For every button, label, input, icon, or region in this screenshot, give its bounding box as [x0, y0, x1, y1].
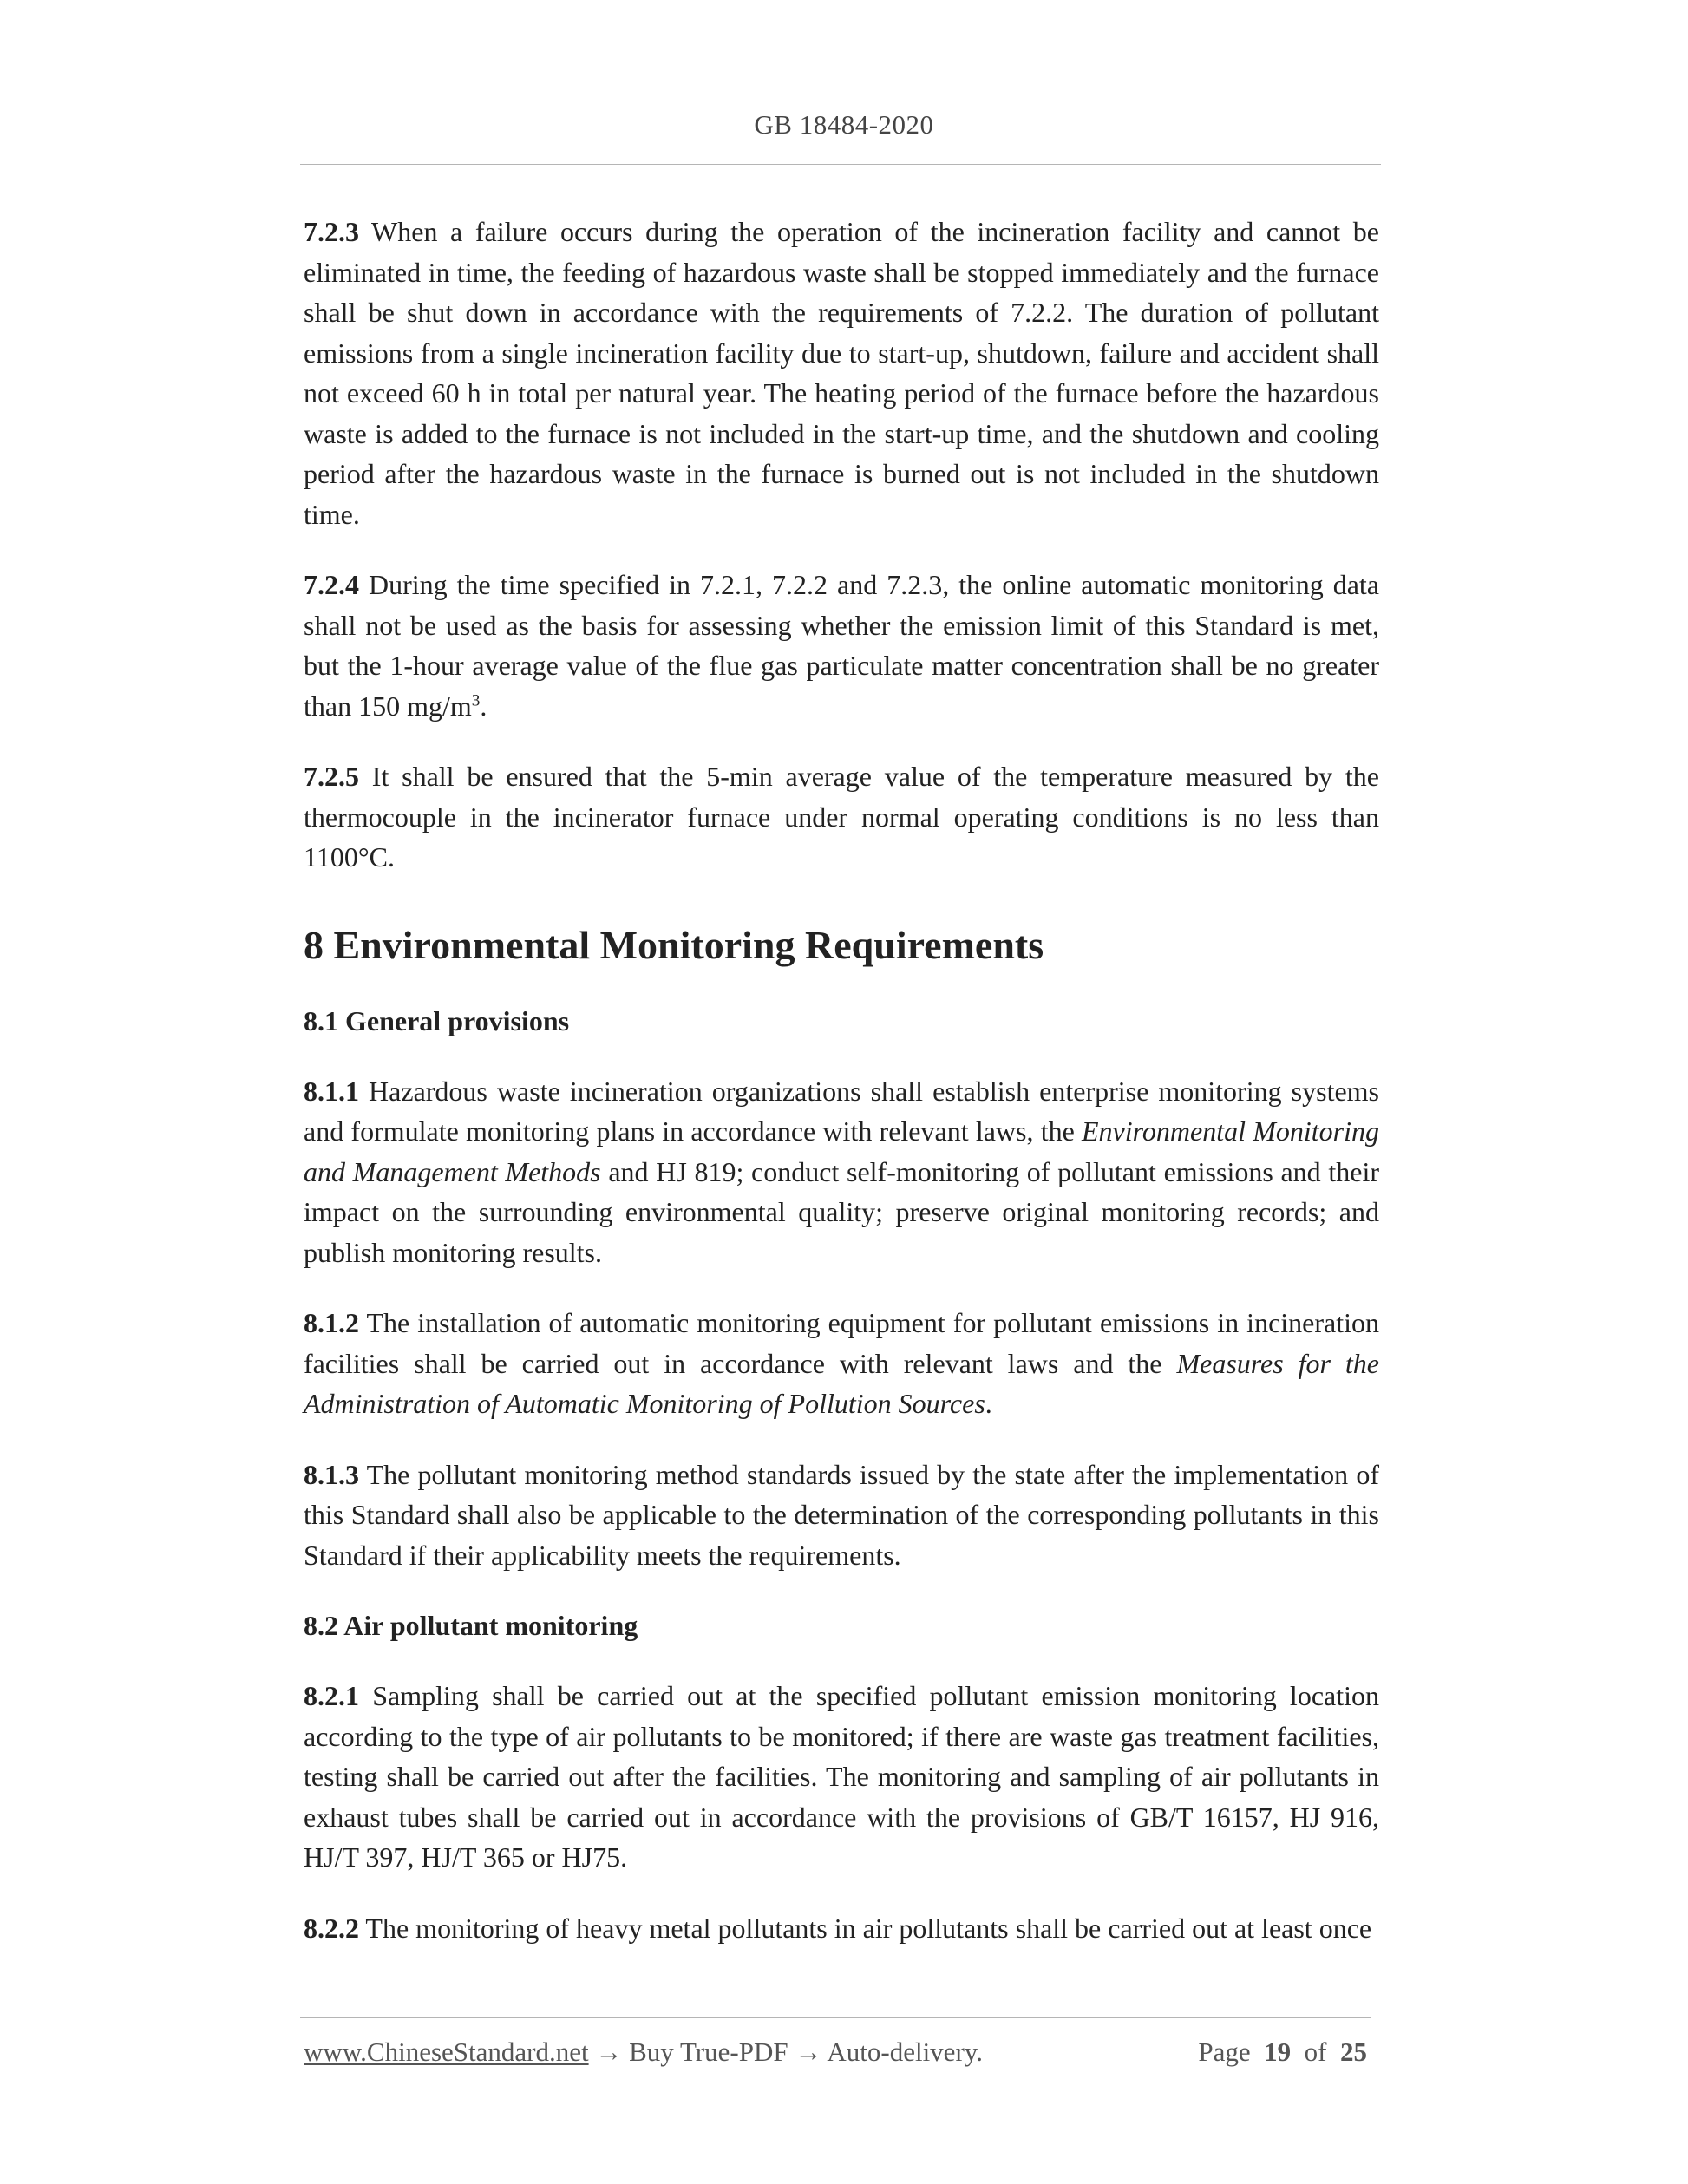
clause-text-end: . — [480, 690, 487, 722]
subsection-8-2-heading: 8.2 Air pollutant monitoring — [304, 1610, 638, 1641]
clause-text: During the time specified in 7.2.1, 7.2.2 and 7.2.3, the online automatic monitoring data shall not be used as the basis for assessing whether the emission limit of this Standard is met, but the 1-hour average value of the flue gas particulate matter concentration shall be no greater than 150 mg/m — [304, 569, 1379, 722]
of-label: of — [1304, 2037, 1327, 2067]
clause-text-end: and HJ 819; conduct self-monitoring of pollutant emissions and their impact on the surrounding environmental quality; preserve original monitoring records; and publish monitoring results. — [304, 1155, 1380, 1268]
clause-text: It shall be ensured that the 5-min average value of the temperature measured by the thermocouple in the incinerator furnace under normal operating conditions is no less than 1100°C. — [304, 761, 1379, 873]
clause-number: 8.1.3 — [304, 1458, 359, 1490]
clause-number: 8.2.1 — [304, 1680, 359, 1711]
clause-7-2-4 — [304, 565, 1379, 726]
clause-8-2-2 — [304, 1908, 1379, 1949]
clause-number: 7.2.5 — [304, 761, 359, 792]
document-title-reference: Measures for the Administration of Automatic Monitoring of Pollution Sources — [304, 1347, 1380, 1419]
clause-text: When a failure occurs during the operation of the incineration facility and cannot be eliminated in time, the feeding of hazardous waste shall be stopped immediately and the furnace shall be shut down in accordance with the requirements of 7.2.2. The duration of pollutant emissions from a single incineration facility due to start-up, shutdown, failure and accident shall not exceed 60 h in total per natural year. The heating period of the furnace before the hazardous waste is added to the furnace is not included in the start-up time, and the shutdown and cooling period after the hazardous waste in the furnace is burned out is not included in the shutdown time. — [304, 216, 1379, 530]
clause-number: 7.2.4 — [304, 569, 359, 600]
clause-8-1-1 — [304, 1071, 1379, 1273]
clause-7-2-3 — [304, 212, 1379, 534]
clause-number: 7.2.3 — [304, 216, 359, 247]
promo-text: → Buy True-PDF → Auto-delivery. — [588, 2037, 983, 2067]
clause-8-1-2 — [304, 1303, 1379, 1424]
clause-text-end: . — [985, 1388, 992, 1419]
clause-number: 8.1.1 — [304, 1075, 359, 1107]
document-header-title: GB 18484-2020 — [754, 109, 934, 140]
clause-text: Hazardous waste incineration organizations shall establish enterprise monitoring systems and formulate monitoring plans in accordance with relevant laws, the — [304, 1075, 1379, 1147]
clause-text: Sampling shall be carried out at the specified pollutant emission monitoring location according to the type of air pollutants to be monitored; if there are waste gas treatment facilities, testing shall be carried out after the facilities. The monitoring and sampling of air pollutants in exhaust tubes shall be carried out in accordance with the provisions of GB/T 16157, HJ 916, HJ/T 397, HJ/T 365 or HJ75. — [304, 1680, 1379, 1873]
clause-number: 8.2.2 — [304, 1912, 359, 1944]
footer-promo — [304, 2037, 983, 2068]
page-body — [304, 212, 1379, 1978]
clause-text: The pollutant monitoring method standards issued by the state after the implementation of this Standard shall also be applicable to the determination of the corresponding pollutants in this Standard if their applicability meets the requirements. — [304, 1458, 1379, 1571]
clause-8-2-1 — [304, 1676, 1379, 1878]
document-title-reference: Environmental Monitoring and Management Methods — [304, 1115, 1379, 1187]
current-page-number: 19 — [1264, 2037, 1292, 2067]
website-link[interactable]: www.ChineseStandard.net — [304, 2037, 589, 2067]
subsection-8-1-heading: 8.1 General provisions — [304, 1004, 570, 1036]
clause-8-1-3 — [304, 1455, 1379, 1576]
superscript: 3 — [471, 690, 481, 709]
footer-divider — [300, 2017, 1371, 2018]
clause-text: The installation of automatic monitoring equipment for pollutant emissions in incineration facilities shall be carried out in accordance with relevant laws and the — [304, 1307, 1379, 1379]
header-divider — [300, 164, 1381, 165]
page-indicator — [1198, 2037, 1367, 2068]
clause-number: 8.1.2 — [304, 1307, 359, 1338]
clause-text: The monitoring of heavy metal pollutants in air pollutants shall be carried out at least once — [359, 1912, 1372, 1944]
clause-7-2-5 — [304, 756, 1379, 878]
page-label: Page — [1198, 2037, 1251, 2067]
section-8-heading: 8 Environmental Monitoring Requirements — [304, 922, 1044, 967]
total-pages-number: 25 — [1340, 2037, 1367, 2067]
